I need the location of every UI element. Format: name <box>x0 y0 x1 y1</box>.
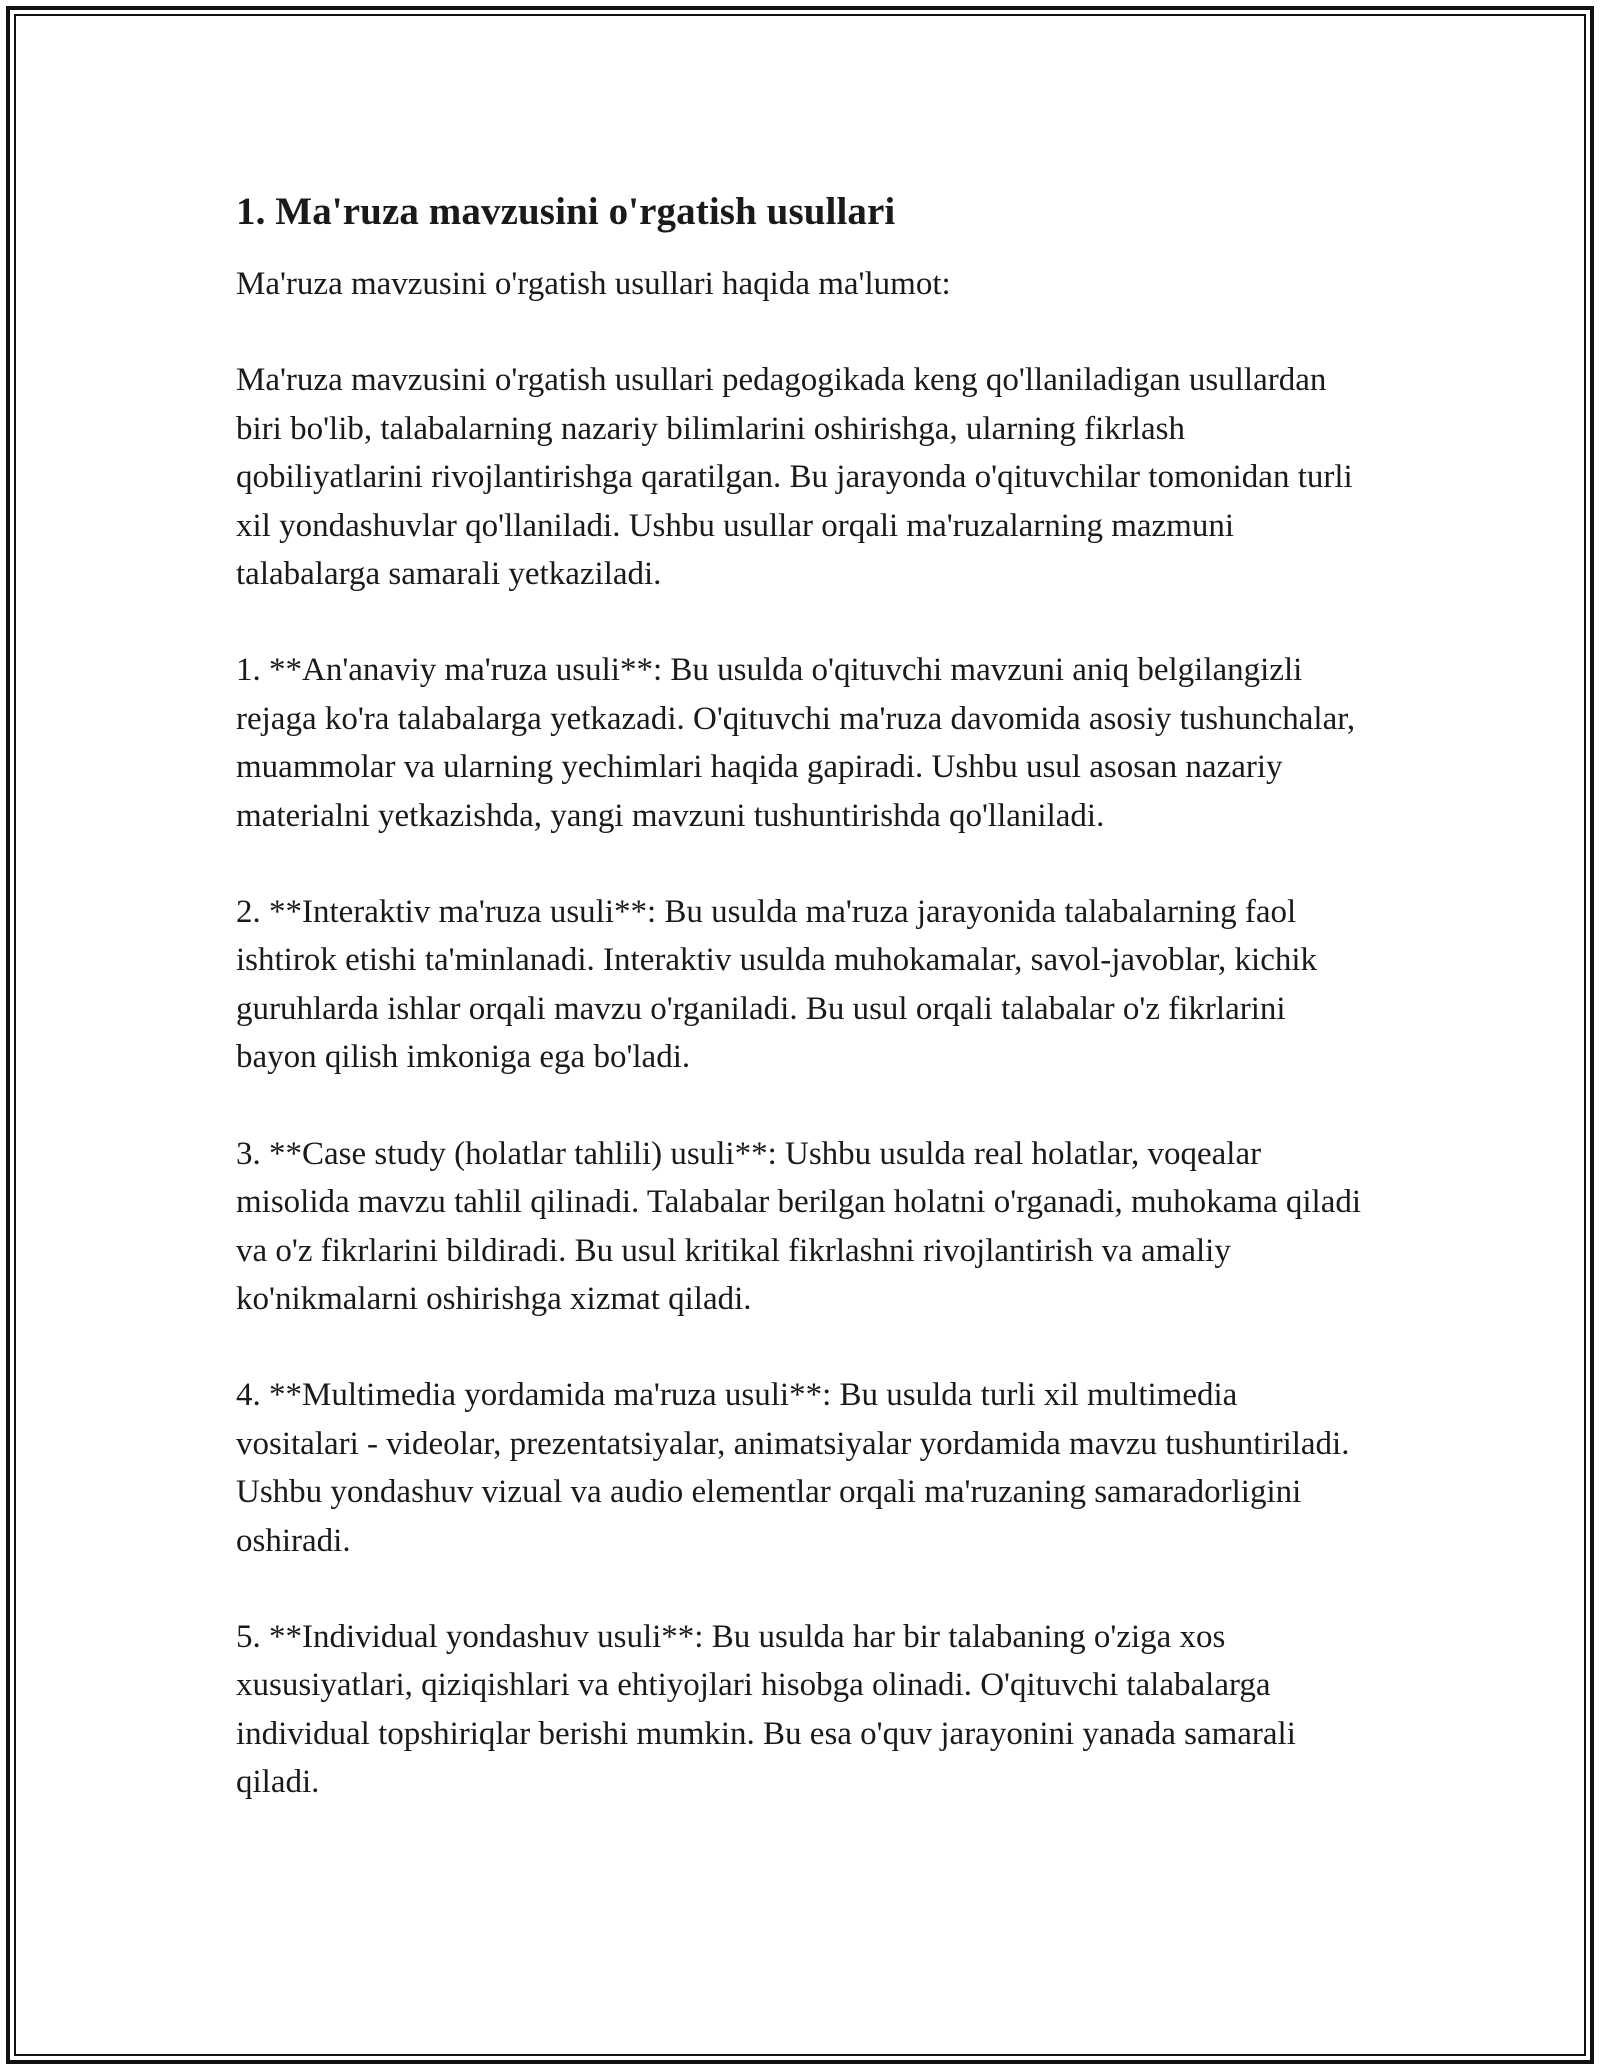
section-heading: 1. Ma'ruza mavzusini o'rgatish usullari <box>236 190 896 233</box>
method-3-paragraph: 3. **Case study (holatlar tahlili) usuli**: Ushbu usulda real holatlar, voqealar misolida mavzu tahlil qilinadi. Talabalar berilgan holatni o'rganadi, muhokama qiladi va o'z fikrlarini bildiradi. Bu usul kritikal fikrlashni rivojlantirish va amaliy ko'nikmalarni oshirishga xizmat qiladi. <box>236 1135 1362 1317</box>
document-body <box>236 186 1366 1855</box>
method-4-paragraph: 4. **Multimedia yordamida ma'ruza usuli**: Bu usulda turli xil multimedia vositalari - videolar, prezentatsiyalar, animatsiyalar yordamida mavzu tushuntiriladi. Ushbu yondashuv vizual va audio elementlar orqali ma'ruzaning samaradorligini oshiradi. <box>236 1377 1350 1559</box>
method-5-paragraph: 5. **Individual yondashuv usuli**: Bu usulda har bir talabaning o'ziga xos xususiyatlari, qiziqishlari va ehtiyojlari hisobga olinadi. O'qituvchi talabalarga individual topshiriqlar berishi mumkin. Bu esa o'quv jarayonini yanada samarali qiladi. <box>236 1618 1296 1801</box>
intro-line: Ma'ruza mavzusini o'rgatish usullari haqida ma'lumot: <box>236 266 951 302</box>
intro-paragraph: Ma'ruza mavzusini o'rgatish usullari pedagogikada keng qo'llaniladigan usullardan biri bo'lib, talabalarning nazariy bilimlarini oshirishga, ularning fikrlash qobiliyatlarini rivojlantirishga qaratilgan. Bu jarayonda o'qituvchilar tomonidan turli xil yondashuvlar qo'llaniladi. Ushbu usullar orqali ma'ruzalarning mazmuni talabalarga samarali yetkaziladi. <box>236 362 1353 593</box>
method-2-paragraph: 2. **Interaktiv ma'ruza usuli**: Bu usulda ma'ruza jarayonida talabalarning faol ishtirok etishi ta'minlanadi. Interaktiv usulda muhokamalar, savol-javoblar, kichik guruhlarda ishlar orqali mavzu o'rganiladi. Bu usul orqali talabalar o'z fikrlarini bayon qilish imkoniga ega bo'ladi. <box>236 894 1318 1076</box>
method-1-paragraph: 1. **An'anaviy ma'ruza usuli**: Bu usulda o'qituvchi mavzuni aniq belgilangizli rejaga ko'ra talabalarga yetkazadi. O'qituvchi ma'ruza davomida asosiy tushunchalar, muammolar va ularning yechimlari haqida gapiradi. Ushbu usul asosan nazariy materialni yetkazishda, yangi mavzuni tushuntirishda qo'llaniladi. <box>236 652 1356 834</box>
